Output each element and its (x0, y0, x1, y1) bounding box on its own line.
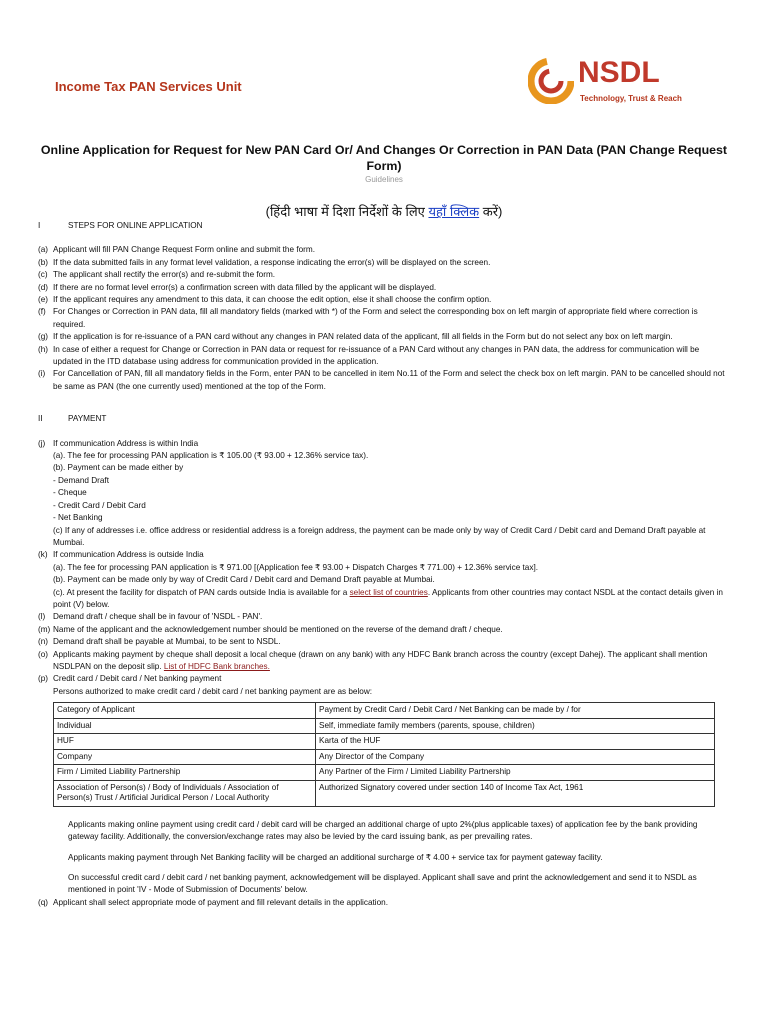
table-cell: HUF (54, 734, 316, 750)
list-item: (i) For Cancellation of PAN, fill all mandatory fields in the Form, enter PAN to be cancelled in item No.11 of the Form and select the check box on left margin. PAN to be cancelled should not be same as PAN (the one currently used) mentioned at the top of the Form. (38, 369, 725, 391)
payment-line: (c) If any of addresses i.e. office address or residential address is a foreign address, the payment can be made only by way of Credit Card / Debit card and Demand Draft payable at Mumbai. (53, 525, 706, 547)
list-item: (q) Applicant shall select appropriate mode of payment and fill relevant details in the application. (38, 897, 388, 907)
table-row (54, 734, 715, 750)
list-item: (k) If communication Address is outside India (a). The fee for processing PAN application is ₹ 971.00 [(Application fee ₹ 93.00 + Dispatch Charges ₹ 771.00) + 12.36% service tax]. (b). Payment can be made only by way of Credit Card / Debit card and Demand Draft payable at Mumbai. (c). At present the facility for dispatch of PAN cards outside India is available for a select list of countries. Applicants from other countries may contact NSDL at the contact details given in point (V) below. (38, 550, 723, 609)
list-item: (p) Credit card / Debit card / Net banking payment Persons authorized to make credit card / debit card / net banking payment are as below: (38, 674, 373, 696)
list-item: (f) For Changes or Correction in PAN data, fill all mandatory fields (marked with *) of the Form and select the corresponding box on left margin of appropriate field where correction is required. (38, 307, 698, 329)
table-cell: Any Partner of the Firm / Limited Liability Partnership (316, 765, 715, 781)
table-row (54, 749, 715, 765)
logo-tagline: Technology, Trust & Reach (580, 94, 682, 103)
table-cell: Individual (54, 718, 316, 734)
table-cell: Self, immediate family members (parents, spouse, children) (316, 718, 715, 734)
guidelines-content (38, 220, 728, 909)
table-row (54, 780, 715, 806)
payment-line: (a). The fee for processing PAN application is ₹ 105.00 (₹ 93.00 + 12.36% service tax). (53, 451, 369, 461)
nsdl-logo (528, 56, 718, 116)
india-payment-lines (53, 450, 728, 549)
list-item: (o) Applicants making payment by cheque shall deposit a local cheque (drawn on any bank) with any HDFC Bank branch across the country (except Dahej). The applicant shall mention NSDLPAN on the deposit slip. List of HDFC Bank branches. (38, 649, 708, 671)
list-item: (c) The applicant shall rectify the error(s) and re-submit the form. (38, 270, 276, 280)
payment-line: (b). Payment can be made either by (53, 463, 184, 473)
page-subtitle: Guidelines (365, 175, 403, 184)
countries-list-link[interactable]: select list of countries (349, 587, 428, 597)
table-row (54, 718, 715, 734)
table-cell: Association of Person(s) / Body of Individuals / Association of Person(s) Trust / Artificial Juridical Person / Local Authority (54, 780, 316, 806)
section-heading: I STEPS FOR ONLINE APPLICATION (38, 221, 203, 230)
table-row (54, 703, 715, 719)
table-cell: Any Director of the Company (316, 749, 715, 765)
hindi-prefix: (हिंदी भाषा में दिशा निर्देशों के लिए (265, 204, 429, 219)
steps-list (38, 244, 728, 393)
list-item: (j) If communication Address is within India (a). The fee for processing PAN application is ₹ 105.00 (₹ 93.00 + 12.36% service tax). (b). Payment can be made either by - Demand Draft - Cheque - Credit Card / Debit Card - Net Banking (c) If any of addresses i.e. office address or residential address is a foreign address, the payment can be made only by way of Credit Card / Debit card and Demand Draft payable at Mumbai. (38, 438, 728, 550)
hindi-click-here-link[interactable]: यहाँ क्लिक (428, 204, 480, 219)
net-banking-paragraph: Applicants making payment through Net Banking facility will be charged an additional surcharge of ₹ 4.00 + service tax for payment gateway facility. (68, 852, 603, 862)
list-item: (d) If there are no format level error(s) a confirmation screen with data filled by the applicant will be displayed. (38, 282, 437, 292)
table-row (54, 765, 715, 781)
hindi-suffix: करें) (479, 204, 503, 219)
section-heading: II PAYMENT (38, 414, 107, 424)
table-cell: Company (54, 749, 316, 765)
payment-authorization-table (53, 702, 715, 807)
list-item: (m) Name of the applicant and the acknowledgement number should be mentioned on the reverse of the demand draft / cheque. (38, 624, 503, 634)
payment-line: - Cheque (53, 488, 87, 498)
payment-line: - Demand Draft (53, 475, 109, 485)
acknowledgement-paragraph: On successful credit card / debit card / net banking payment, acknowledgement will be displayed. Applicant shall save and print the acknowledgement and send it to NSDL as mentioned in point 'IV - Mode of Submission of Documents' below. (68, 872, 697, 895)
unit-title: Income Tax PAN Services Unit (55, 79, 242, 94)
nsdl-logo-icon (528, 58, 574, 104)
table-cell: Category of Applicant (54, 703, 316, 719)
list-item: (g) If the application is for re-issuance of a PAN card without any changes in PAN related data of the applicant, fill all fields in the Form but do not select any box on left margin. (38, 332, 673, 342)
hdfc-branches-link[interactable]: List of HDFC Bank branches. (163, 661, 270, 671)
list-item: (h) In case of either a request for Change or Correction in PAN data or request for re-issuance of a PAN Card without any changes in PAN data, the address for communication will be updated in the ITD database using address for communication provided in the application. (38, 344, 700, 367)
hindi-guidelines-line (0, 202, 768, 220)
page-title: Online Application for Request for New PAN Card Or/ And Changes Or Correction in PAN Data (PAN Change Request Form) (40, 143, 728, 173)
list-item: (l) Demand draft / cheque shall be in favour of 'NSDL - PAN'. (38, 612, 263, 622)
list-item: (b) If the data submitted fails in any format level validation, a response indicating the error(s) will be displayed on the screen. (38, 257, 491, 267)
list-item: (e) If the applicant requires any amendment to this data, it can choose the edit option, else it shall choose the confirm option. (38, 295, 492, 305)
list-item: (n) Demand draft shall be payable at Mumbai, to be sent to NSDL. (38, 637, 281, 647)
payment-line: - Credit Card / Debit Card (53, 500, 146, 510)
table-cell: Payment by Credit Card / Debit Card / Net Banking can be made by / for (316, 703, 715, 719)
table-cell: Authorized Signatory covered under section 140 of Income Tax Act, 1961 (316, 780, 715, 806)
table-cell: Firm / Limited Liability Partnership (54, 765, 316, 781)
payment-line: - Net Banking (53, 513, 103, 523)
table-cell: Karta of the HUF (316, 734, 715, 750)
card-charge-paragraph: Applicants making online payment using credit card / debit card will be charged an additional charge of upto 2%(plus applicable taxes) of application fee by the bank providing gateway facility. Additionally, the conversion/exchange rates may also be levied by the card issuing bank, as per prevailing rates. (68, 819, 698, 842)
page-header (0, 0, 768, 120)
list-item: (a) Applicant will fill PAN Change Request Form online and submit the form. (38, 245, 315, 255)
logo-text: NSDL (578, 56, 660, 89)
